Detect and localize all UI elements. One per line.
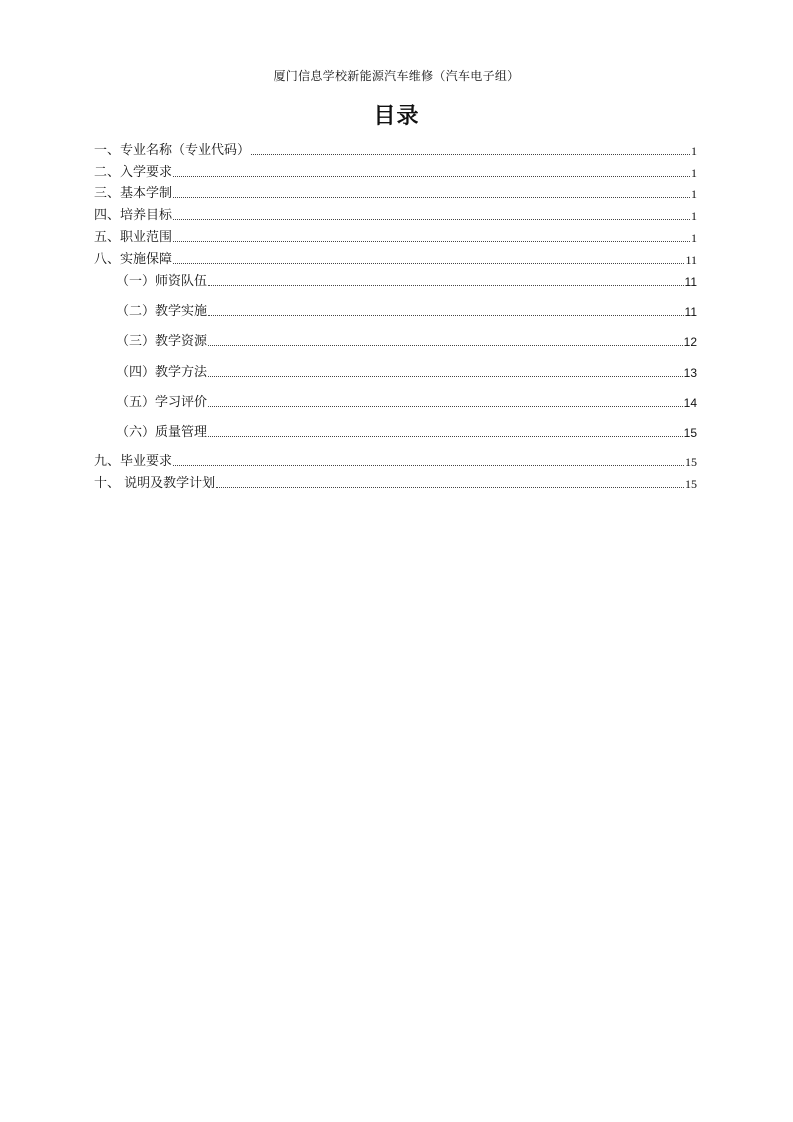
toc-subentry[interactable] [116,363,697,381]
toc-entry[interactable] [94,184,697,202]
toc-leader-dots [208,345,683,346]
toc-entry-label: （二）教学实施 [116,304,208,319]
toc-subentry[interactable] [116,393,697,411]
toc-entry-page: 11 [684,275,697,289]
toc-subentry[interactable] [116,332,697,350]
page-title: 目录 [373,104,420,129]
toc-entry-label: （五）学习评价 [116,395,208,410]
toc-entry[interactable] [94,474,697,492]
toc-subentry[interactable] [116,302,697,320]
toc-entry-label: 八、实施保障 [94,252,173,267]
page-header: 厦门信息学校新能源汽车维修（汽车电子组） [273,69,520,83]
toc-entry-page: 15 [683,426,697,440]
toc-leader-dots [208,376,683,377]
toc-leader-dots [173,176,690,177]
toc-entry-label: （一）师资队伍 [116,274,208,289]
toc-entry-label: 五、职业范围 [94,230,173,245]
toc-entry[interactable] [94,452,697,470]
toc-entry[interactable] [94,250,697,268]
toc-entry-label: 十、 说明及教学计划 [94,476,216,491]
toc-entry-label: 二、入学要求 [94,165,173,180]
toc-entry-page: 15 [685,455,697,469]
toc-leader-dots [251,154,690,155]
toc-entry-label: 三、基本学制 [94,186,173,201]
toc-subentry[interactable] [116,423,697,441]
toc-entry-page: 12 [683,335,697,349]
toc-leader-dots [173,465,684,466]
toc-entry[interactable] [94,163,697,181]
toc-entry-page: 15 [685,477,697,491]
toc-leader-dots [208,285,684,286]
toc-entry-page: 11 [685,253,697,267]
toc-leader-dots [173,219,690,220]
toc-entry-page: 13 [683,366,697,380]
toc-entry-page: 11 [684,305,697,319]
toc-entry-page: 1 [691,209,697,223]
toc-entry-page: 1 [691,187,697,201]
toc-entry-label: 一、专业名称（专业代码） [94,143,251,158]
toc-entry-label: （四）教学方法 [116,365,208,380]
toc-entry-page: 14 [683,396,697,410]
toc-entry[interactable] [94,141,697,159]
toc-leader-dots [208,315,684,316]
toc-leader-dots [208,406,683,407]
toc-entry-label: （六）质量管理 [116,425,208,440]
toc-leader-dots [173,241,690,242]
toc-leader-dots [173,263,684,264]
toc-leader-dots [173,197,690,198]
toc-entry-page: 1 [691,166,697,180]
toc-entry-label: 四、培养目标 [94,208,173,223]
toc-subentry[interactable] [116,272,697,290]
toc-entry[interactable] [94,228,697,246]
toc-entry[interactable] [94,206,697,224]
toc-entry-page: 1 [691,144,697,158]
toc-entry-label: 九、毕业要求 [94,454,173,469]
toc-leader-dots [208,436,683,437]
toc-leader-dots [216,487,684,488]
toc-entry-page: 1 [691,231,697,245]
toc-entry-label: （三）教学资源 [116,334,208,349]
